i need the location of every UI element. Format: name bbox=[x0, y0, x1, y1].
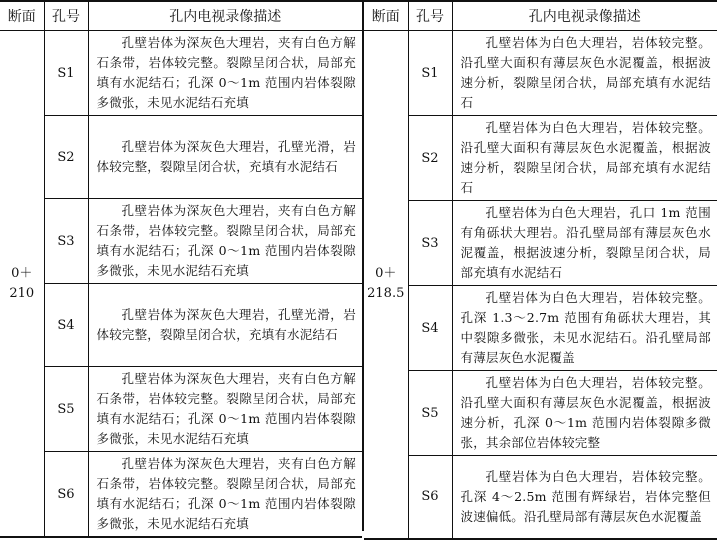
borehole-table-right bbox=[364, 0, 717, 540]
description-text: 孔壁岩体为白色大理岩，岩体较完整。孔深 4～2.5m 范围有辉绿岩，岩体完整但波速偏低。沿孔壁局部有薄层灰色水泥覆盖 bbox=[460, 468, 711, 524]
hole-description bbox=[88, 367, 362, 452]
hole-id: S3 bbox=[408, 201, 452, 286]
section-chainage: 218.5 bbox=[367, 286, 405, 302]
header-description: 孔内电视录像描述 bbox=[452, 1, 717, 31]
description-text: 孔壁岩体为深灰色大理岩，孔壁光滑，岩体较完整，裂隙呈闭合状，充填有水泥结石 bbox=[96, 307, 356, 342]
table-row bbox=[0, 116, 362, 199]
header-section: 断面 bbox=[364, 1, 408, 31]
hole-id: S4 bbox=[408, 286, 452, 371]
description-text: 孔壁岩体为白色大理岩，孔口 1m 范围有角砾状大理岩。沿孔壁局部有薄层灰色水泥覆盖，根据波速分析，裂隙呈闭合状，局部充填有水泥结石 bbox=[460, 205, 711, 280]
table-row bbox=[0, 367, 362, 452]
hole-description bbox=[88, 199, 362, 284]
section-cell bbox=[0, 31, 44, 538]
description-text: 孔壁岩体为白色大理岩，岩体较完整。沿孔壁大面积有薄层灰色水泥覆盖，根据波速分析，裂隙呈闭合状，局部充填有水泥结石 bbox=[460, 120, 711, 195]
section-station: 0＋ bbox=[375, 266, 397, 282]
table-row bbox=[364, 371, 717, 456]
table-row bbox=[364, 31, 717, 116]
table-row bbox=[0, 452, 362, 538]
header-section: 断面 bbox=[0, 1, 44, 31]
hole-description bbox=[452, 31, 717, 116]
header-hole: 孔号 bbox=[44, 1, 88, 31]
hole-id: S5 bbox=[408, 371, 452, 456]
table-row bbox=[364, 201, 717, 286]
hole-description bbox=[452, 116, 717, 201]
hole-id: S4 bbox=[44, 284, 88, 367]
hole-id: S1 bbox=[408, 31, 452, 116]
hole-id: S1 bbox=[44, 31, 88, 116]
hole-description bbox=[452, 201, 717, 286]
header-hole: 孔号 bbox=[408, 1, 452, 31]
table-row bbox=[0, 31, 362, 116]
header-description: 孔内电视录像描述 bbox=[88, 1, 362, 31]
hole-id: S5 bbox=[44, 367, 88, 452]
table-row bbox=[0, 199, 362, 284]
hole-id: S2 bbox=[408, 116, 452, 201]
hole-id: S6 bbox=[408, 456, 452, 539]
hole-description bbox=[88, 284, 362, 367]
hole-description bbox=[88, 31, 362, 116]
hole-id: S3 bbox=[44, 199, 88, 284]
description-text: 孔壁岩体为深灰色大理岩，孔壁光滑，岩体较完整，裂隙呈闭合状，充填有水泥结石 bbox=[96, 139, 356, 174]
hole-description bbox=[88, 116, 362, 199]
description-text: 孔壁岩体为白色大理岩，岩体较完整。孔深 1.3～2.7m 范围有角砾状大理岩，其中裂隙多微张，未见水泥结石。沿孔壁局部有薄层灰色水泥覆盖 bbox=[460, 290, 711, 365]
hole-id: S2 bbox=[44, 116, 88, 199]
table-row bbox=[364, 116, 717, 201]
section-chainage: 210 bbox=[9, 285, 35, 301]
table-row bbox=[364, 456, 717, 539]
description-text: 孔壁岩体为深灰色大理岩，夹有白色方解石条带，岩体较完整。裂隙呈闭合状，局部充填有水泥结石；孔深 0～1m 范围内岩体裂隙多微张，未见水泥结石充填 bbox=[96, 371, 356, 446]
hole-description bbox=[452, 286, 717, 371]
hole-description bbox=[452, 371, 717, 456]
section-cell bbox=[364, 31, 408, 539]
description-text: 孔壁岩体为白色大理岩，岩体较完整。沿孔壁大面积有薄层灰色水泥覆盖，根据波速分析，孔深 0～1m 范围内岩体裂隙多微张，其余部位岩体较完整 bbox=[460, 375, 711, 450]
table-row bbox=[0, 284, 362, 367]
table-row bbox=[364, 286, 717, 371]
hole-description bbox=[452, 456, 717, 539]
description-text: 孔壁岩体为深灰色大理岩，夹有白色方解石条带，岩体较完整。裂隙呈闭合状，局部充填有水泥结石；孔深 0～1m 范围内岩体裂隙多微张，未见水泥结石充填 bbox=[96, 456, 356, 531]
section-station: 0＋ bbox=[11, 265, 33, 281]
hole-description bbox=[88, 452, 362, 538]
hole-id: S6 bbox=[44, 452, 88, 538]
description-text: 孔壁岩体为深灰色大理岩，夹有白色方解石条带，岩体较完整。裂隙呈闭合状，局部充填有水泥结石；孔深 0～1m 范围内岩体裂隙多微张，未见水泥结石充填 bbox=[96, 35, 356, 110]
description-text: 孔壁岩体为深灰色大理岩，夹有白色方解石条带，岩体较完整。裂隙呈闭合状，局部充填有水泥结石；孔深 0～1m 范围内岩体裂隙多微张，未见水泥结石充填 bbox=[96, 203, 356, 278]
description-text: 孔壁岩体为白色大理岩，岩体较完整。沿孔壁大面积有薄层灰色水泥覆盖，根据波速分析，裂隙呈闭合状，局部充填有水泥结石 bbox=[460, 35, 711, 110]
